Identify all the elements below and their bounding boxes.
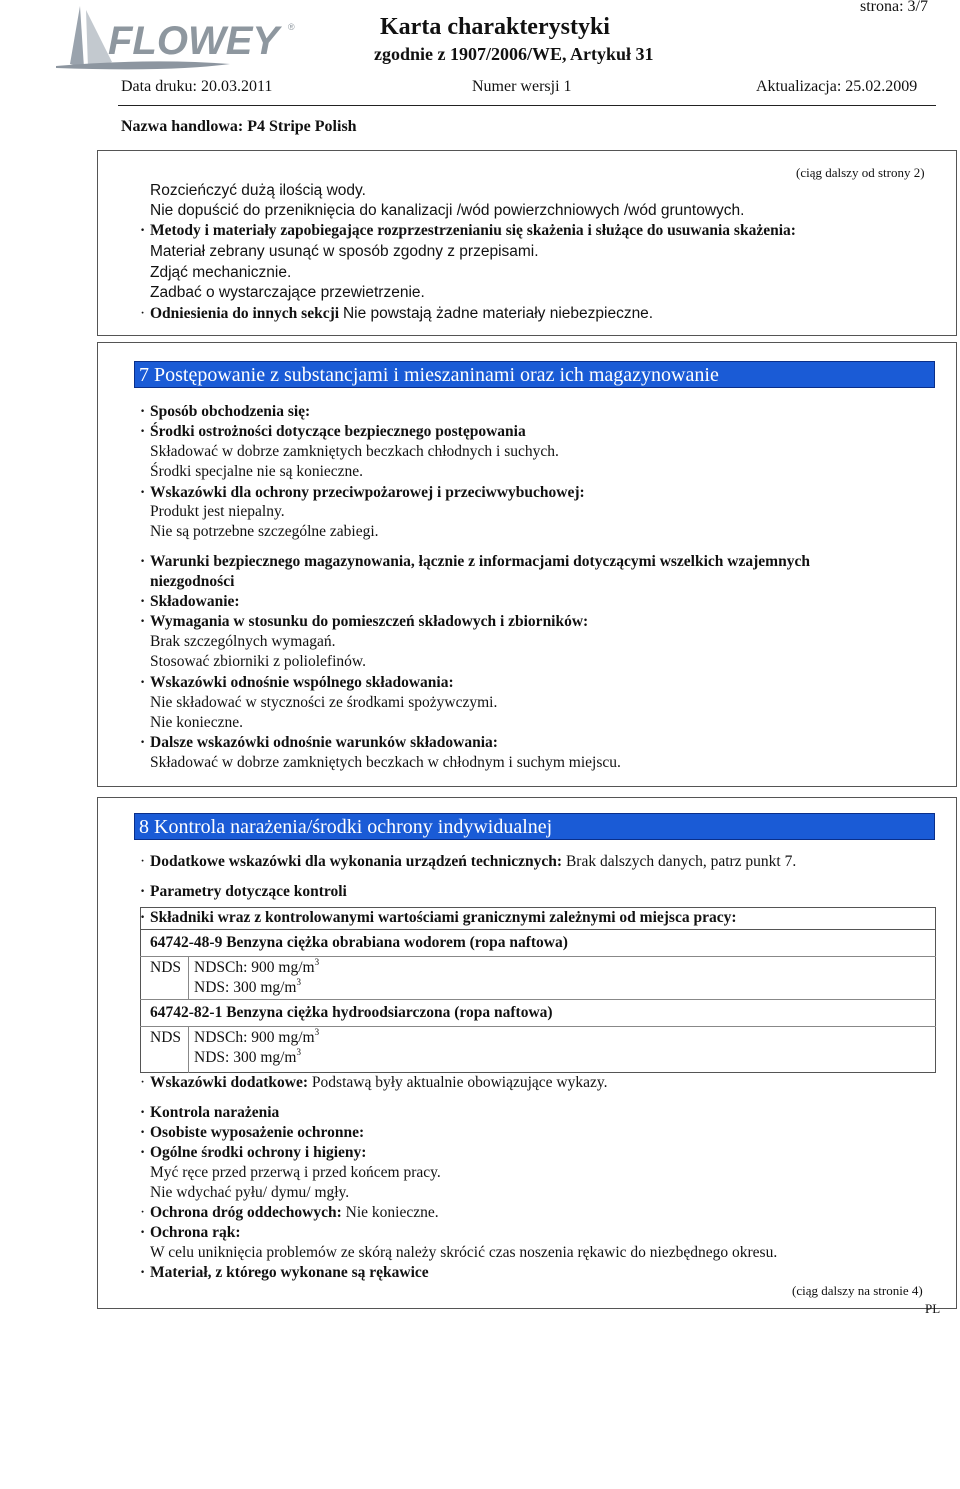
- header-divider: [118, 105, 936, 106]
- text-line: Zadbać o wystarczające przewietrzenie.: [150, 284, 425, 301]
- text-line: Składować w dobrze zamkniętych beczkach chłodnych i suchych.: [150, 443, 559, 460]
- row-divider: [140, 1026, 936, 1027]
- storage-conditions-label-cont: niezgodności: [150, 573, 235, 590]
- text-line: Nie konieczne.: [150, 714, 243, 731]
- text-line: Produkt jest niepalny.: [150, 503, 285, 520]
- section-7-title: 7 Postępowanie z substancjami i mieszaninami oraz ich magazynowanie: [139, 364, 719, 386]
- technical-measures-line: · Dodatkowe wskazówki dla wykonania urządzeń technicznych: Brak dalszych danych, patrz punkt 7.: [140, 853, 797, 870]
- glove-material-label: · Materiał, z którego wykonane są rękawice: [140, 1264, 429, 1281]
- trade-name: Nazwa handlowa: P4 Stripe Polish: [121, 118, 357, 135]
- text-line: Nie wdychać pyłu/ dymu/ mgły.: [150, 1184, 350, 1201]
- text-line: Brak szczególnych wymagań.: [150, 633, 336, 650]
- text-line: Składować w dobrze zamkniętych beczkach w chłodnym i suchym miejscu.: [150, 754, 621, 771]
- text-line: Myć ręce przed przerwą i przed końcem pracy.: [150, 1164, 441, 1181]
- column-divider: [188, 1026, 189, 1073]
- precautions-label: · Środki ostrożności dotyczące bezpiecznego postępowania: [140, 423, 526, 440]
- flowey-logo: [50, 2, 310, 74]
- table-header: · Składniki wraz z kontrolowanymi wartościami granicznymi zależnymi od miejsca pracy:: [140, 909, 737, 926]
- section-7-title-bar: [134, 361, 935, 388]
- ppe-label: · Osobiste wyposażenie ochronne:: [140, 1124, 365, 1141]
- row-divider: [140, 999, 936, 1000]
- text-line: Środki specjalne nie są konieczne.: [150, 463, 364, 480]
- substance-name: 64742-48-9 Benzyna ciężka obrabiana wodorem (ropa naftowa): [150, 934, 568, 951]
- additional-notes-line: · Wskazówki dodatkowe: Podstawą były aktualnie obowiązujące wykazy.: [140, 1074, 608, 1091]
- text-line: Stosować zbiorniki z poliolefinów.: [150, 653, 366, 670]
- text-line: Materiał zebrany usunąć w sposób zgodny z przepisami.: [150, 243, 539, 260]
- text-line: W celu uniknięcia problemów ze skórą należy skrócić czas noszenia rękawic do niezbędnego okresu.: [150, 1244, 778, 1261]
- table-header-divider: [140, 929, 936, 930]
- print-date: Data druku: 20.03.2011: [121, 78, 273, 95]
- update-date: Aktualizacja: 25.02.2009: [756, 78, 918, 95]
- limit-value: NDS: 300 $mg/m^3$: [194, 977, 301, 996]
- continued-to-note: (ciąg dalszy na stronie 4): [792, 1283, 923, 1298]
- text-line: Nie dopuścić do przeniknięcia do kanalizacji /wód powierzchniowych /wód gruntowych.: [150, 202, 745, 219]
- further-storage-label: · Dalsze wskazówki odnośnie warunków składowania:: [140, 734, 498, 751]
- rooms-label: · Wymagania w stosunku do pomieszczeń składowych i zbiorników:: [140, 613, 589, 630]
- language-code: PL: [925, 1301, 941, 1316]
- exposure-control-label: · Kontrola narażenia: [140, 1104, 280, 1121]
- limit-value: NDSCh: 900 $mg/m^3$: [194, 1027, 320, 1046]
- column-divider: [188, 956, 189, 999]
- section-8-title: 8 Kontrola narażenia/środki ochrony indywidualnej: [139, 816, 553, 838]
- document-subtitle: zgodnie z 1907/2006/WE, Artykuł 31: [374, 44, 654, 64]
- row-divider: [140, 956, 936, 957]
- version-number: Numer wersji 1: [472, 78, 572, 95]
- text-line: Zdjąć mechanicznie.: [150, 264, 292, 281]
- control-parameters-label: · Parametry dotyczące kontroli: [140, 883, 347, 900]
- limit-code: NDS: [150, 959, 182, 976]
- limit-value: NDSCh: 900 $mg/m^3$: [194, 957, 320, 976]
- document-title: Karta charakterystyki: [380, 14, 610, 40]
- text-line: Nie są potrzebne szczególne zabiegi.: [150, 523, 379, 540]
- limit-code: NDS: [150, 1029, 182, 1046]
- svg-text:®: ®: [288, 22, 295, 32]
- joint-storage-label: · Wskazówki odnośnie wspólnego składowania:: [140, 674, 454, 691]
- text-line: Rozcieńczyć dużą ilością wody.: [150, 182, 366, 199]
- hygiene-label: · Ogólne środki ochrony i higieny:: [140, 1144, 367, 1161]
- continued-from-note: (ciąg dalszy od strony 2): [796, 165, 925, 180]
- section-8-title-bar: [134, 813, 935, 840]
- respiratory-line: · Ochrona dróg oddechowych: Nie konieczne.: [140, 1204, 439, 1221]
- limit-value: NDS: 300 $mg/m^3$: [194, 1047, 301, 1066]
- hand-protection-label: · Ochrona rąk:: [140, 1224, 241, 1241]
- methods-label: · Metody i materiały zapobiegające rozprzestrzenianiu się skażenia i służące do usuwania skażenia:: [140, 222, 796, 239]
- substance-name: 64742-82-1 Benzyna ciężka hydroodsiarczona (ropa naftowa): [150, 1004, 553, 1021]
- handling-label: · Sposób obchodzenia się:: [140, 403, 311, 420]
- storage-label: · Składowanie:: [140, 593, 240, 610]
- page-number: strona: 3/7: [860, 0, 928, 15]
- references-line: · Odniesienia do innych sekcji Nie powstają żadne materiały niebezpieczne.: [140, 305, 654, 322]
- storage-conditions-label: · Warunki bezpiecznego magazynowania, łącznie z informacjami dotyczącymi wszelkich wzajemnych: [140, 553, 810, 570]
- logo-text: FLOWEY: [108, 19, 280, 63]
- fire-protection-label: · Wskazówki dla ochrony przeciwpożarowej i przeciwwybuchowej:: [140, 484, 585, 501]
- text-line: Nie składować w styczności ze środkami spożywczymi.: [150, 694, 498, 711]
